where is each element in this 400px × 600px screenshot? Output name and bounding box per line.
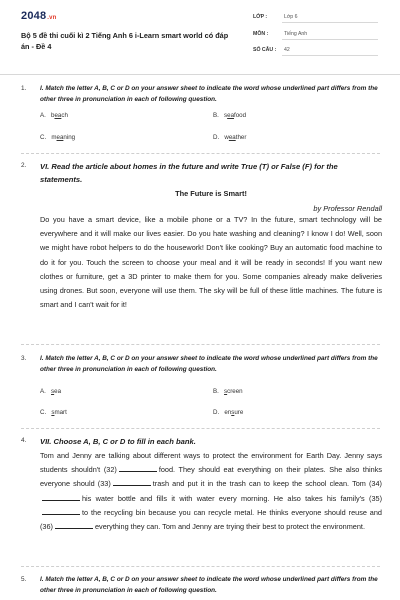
question-instruction: I. Match the letter A, B, C or D on your answer sheet to indicate the word whose underlined part differs from the other three in pronunciation in each of following question. [40,85,378,103]
question-number: 3. [21,355,27,362]
article-author: by Professor Rendall [313,204,382,213]
option-b[interactable]: B. screen [213,388,243,395]
article-title: The Future is Smart! [175,189,247,198]
option-b[interactable]: B. seafood [213,112,247,119]
answer-blank-33[interactable] [113,478,151,486]
question-instruction: VI. Read the article about homes in the future and write True (T) or False (F) for the statements. [40,162,338,184]
exam-title: Bộ 5 đề thi cuối kì 2 Tiếng Anh 6 i-Learn smart world có đáp án - Đề 4 [21,31,229,51]
question-number: 1. [21,85,27,92]
option-c[interactable]: C. smart [40,409,67,416]
question-divider [21,344,380,345]
logo-main: 2048 [21,10,47,22]
count-underline [282,55,378,56]
subject-label: MÔN : [253,31,269,37]
question-instruction: VII. Choose A, B, C or D to fill in each bank. [40,437,196,446]
subject-value: Tiếng Anh [284,31,308,37]
document-header [0,0,400,72]
class-value: Lớp 6 [284,14,298,20]
answer-blank-36[interactable] [55,521,93,529]
option-d[interactable]: D. ensure [213,409,244,416]
question-number: 5. [21,576,27,583]
question-number: 4. [21,437,27,444]
logo-suffix: .vn [47,15,57,21]
answer-blank-35[interactable] [42,507,80,515]
answer-blank-32[interactable] [119,464,157,472]
question-divider [21,566,380,567]
count-label: SỐ CÂU : [253,47,277,53]
header-separator [0,74,400,75]
option-a[interactable]: A. beach [40,112,68,119]
option-c[interactable]: C. meaning [40,134,76,141]
subject-underline [282,39,378,40]
question-number: 2. [21,162,27,169]
site-logo[interactable] [21,10,57,22]
question-instruction: I. Match the letter A, B, C or D on your answer sheet to indicate the word whose underlined part differs from the other three in pronunciation in each of following question. [40,355,378,373]
option-a[interactable]: A. sea [40,388,62,395]
cloze-paragraph: Tom and Jenny are talking about different ways to protect the environment for Earth Day. Jenny says students shouldn't (32) food. They should eat everything on their plates. She also thinks everyone should (33) trash and put it in the trash can to keep the school clean. Tom (34)his water bottle and fills it with water every morning. He also takes his family's (35)to the recycling bin because you can recycle metal. He thinks everyone should reuse and (36) everything they can. Tom and Jenny are trying their best to protect the environment. [40,451,382,532]
answer-blank-34[interactable] [42,493,80,501]
option-d[interactable]: D. weather [213,134,247,141]
question-divider [21,153,380,154]
class-underline [282,22,378,23]
count-value: 42 [284,47,290,53]
article-paragraph: Do you have a smart device, like a mobile phone or a TV? In the future, smart technology will be everywhere and it will make our lives easier. Do you hate washing and cleaning? I know I do! Well, soon we might have robot helpers to do the housework! Don't like cooking? Buy an automatic food machine to do it for you. Touch the screen to choose your meal and it will be ready in seconds! If you want new clothes or furniture, get a 3D printer to make them for you. Some companies already make deliveries using drones. But soon, everyone will use them. The sky will be full of these little machines. The future is smart and I can't wait for it! [40,215,382,310]
question-instruction: I. Match the letter A, B, C or D on your answer sheet to indicate the word whose underlined part differs from the other three in pronunciation in each of following question. [40,576,378,594]
question-divider [21,428,380,429]
class-label: LỚP : [253,14,268,20]
